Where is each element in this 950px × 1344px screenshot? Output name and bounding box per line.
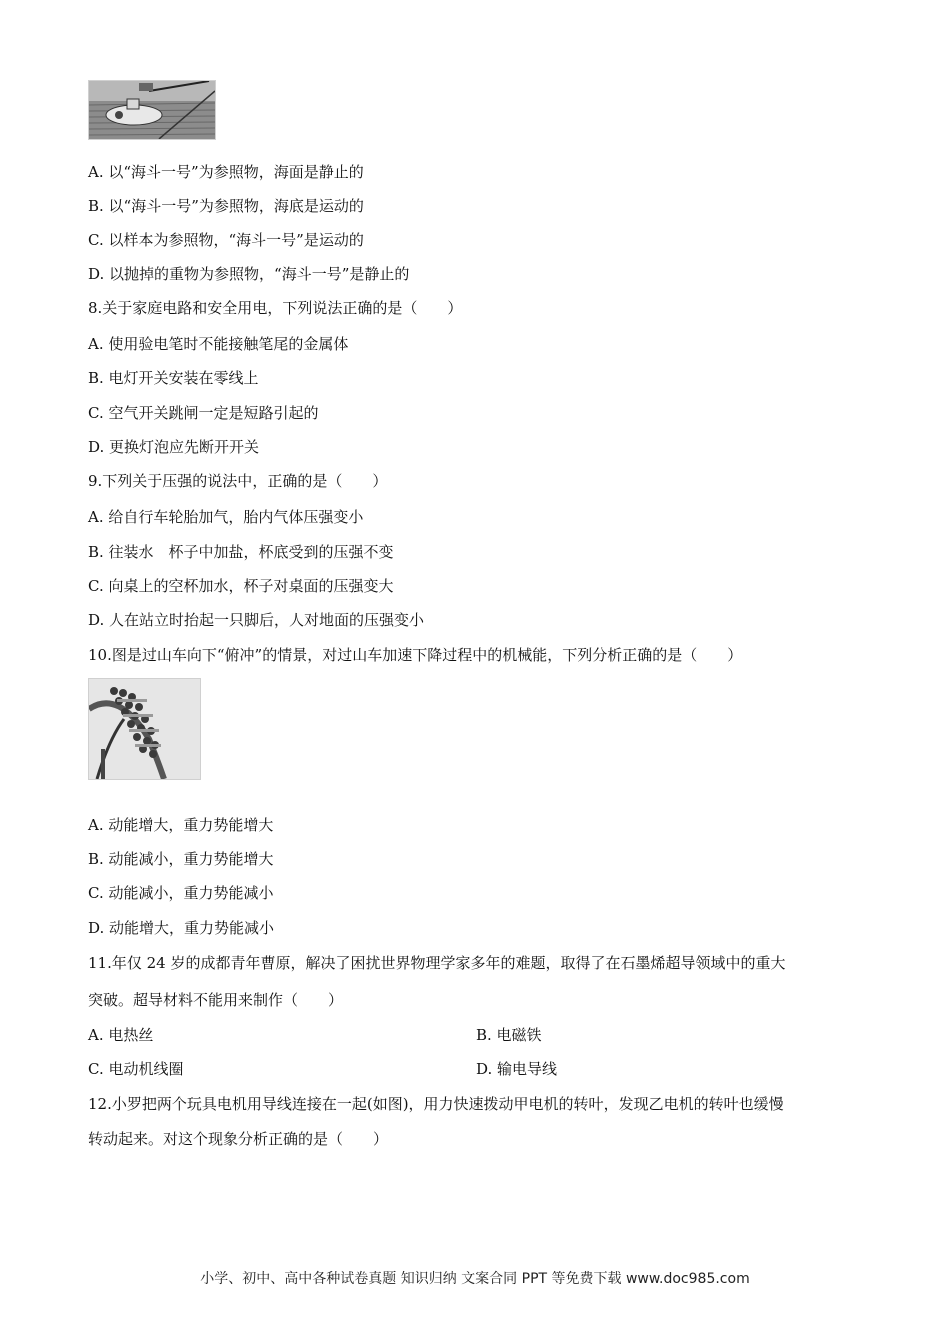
roller-coaster-photo <box>88 678 201 780</box>
q7-option-c: C. 以样本为参照物，“海斗一号”是运动的 <box>88 231 364 249</box>
q10-option-a: A. 动能增大，重力势能增大 <box>88 816 274 834</box>
q11-option-a: A. 电热丝 <box>88 1026 154 1044</box>
q12-stem-line1: 12.小罗把两个玩具电机用导线连接在一起(如图)，用力快速拨动甲电机的转叶，发现乙电机的转叶也缓慢 <box>88 1095 784 1113</box>
q10-option-c: C. 动能减小，重力势能减小 <box>88 884 274 902</box>
q8-option-a: A. 使用验电笔时不能接触笔尾的金属体 <box>88 335 349 353</box>
q7-option-a: A. 以“海斗一号”为参照物，海面是静止的 <box>88 163 364 181</box>
q10-option-d: D. 动能增大，重力势能减小 <box>88 919 275 937</box>
q8-option-b: B. 电灯开关安装在零线上 <box>88 369 259 387</box>
q9-option-a: A. 给自行车轮胎加气，胎内气体压强变小 <box>88 508 364 526</box>
q11-stem-line2: 突破。超导材料不能用来制作（ ） <box>88 991 344 1009</box>
page-footer: 小学、初中、高中各种试卷真题 知识归纳 文案合同 PPT 等免费下载 www.doc985.com <box>200 1271 750 1287</box>
q9-option-d: D. 人在站立时抬起一只脚后，人对地面的压强变小 <box>88 611 425 629</box>
q11-stem-line1: 11.年仅 24 岁的成都青年曹原，解决了困扰世界物理学家多年的难题，取得了在石墨烯超导领域中的重大 <box>88 954 786 972</box>
q8-stem: 8.关于家庭电路和安全用电，下列说法正确的是（ ） <box>88 299 463 317</box>
q8-option-c: C. 空气开关跳闸一定是短路引起的 <box>88 404 319 422</box>
q12-stem-line2: 转动起来。对这个现象分析正确的是（ ） <box>88 1130 389 1148</box>
q11-option-c: C. 电动机线圈 <box>88 1060 184 1078</box>
q10-stem: 10.图是过山车向下“俯冲”的情景，对过山车加速下降过程中的机械能，下列分析正确的是（ ） <box>88 646 743 664</box>
submersible-photo <box>88 80 216 140</box>
q10-option-b: B. 动能减小，重力势能增大 <box>88 850 274 868</box>
q9-stem: 9.下列关于压强的说法中，正确的是（ ） <box>88 472 388 490</box>
q9-option-b: B. 往装水 杯子中加盐，杯底受到的压强不变 <box>88 543 394 561</box>
q7-option-b: B. 以“海斗一号”为参照物，海底是运动的 <box>88 197 364 215</box>
q9-option-c: C. 向桌上的空杯加水，杯子对桌面的压强变大 <box>88 577 394 595</box>
q8-option-d: D. 更换灯泡应先断开开关 <box>88 438 260 456</box>
q7-option-d: D. 以抛掉的重物为参照物，“海斗一号”是静止的 <box>88 265 410 283</box>
q11-option-b: B. 电磁铁 <box>476 1026 542 1044</box>
q11-option-d: D. 输电导线 <box>476 1060 558 1078</box>
